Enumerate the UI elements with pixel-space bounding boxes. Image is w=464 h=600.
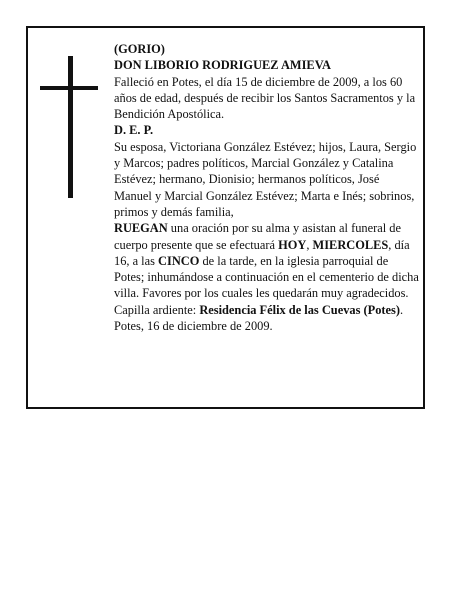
- period-text: .: [399, 302, 404, 317]
- comma-text: ,: [306, 237, 313, 252]
- details-text: de la tarde, en la iglesia parroquial de Potes; inhumándose a continuación en el cementerio de dicha villa. Favores por los cuales les quedarán muy agradecidos. Capilla ardiente:: [114, 253, 419, 317]
- hoy-text: HOY: [278, 237, 307, 252]
- obituary-notice: [26, 26, 425, 409]
- cross-horizontal-bar: [40, 86, 98, 90]
- cinco-text: CINCO: [158, 253, 200, 268]
- day-text: , día 16, a las: [114, 237, 410, 268]
- obituary-text: [114, 41, 419, 334]
- date-place: Potes, 16 de diciembre de 2009.: [114, 319, 273, 334]
- nickname: (GORIO): [114, 42, 165, 56]
- family-list: Su esposa, Victoriana González Estévez; hijos, Laura, Sergio y Marcos; padres políticos, Marcial González y Catalina Estévez; hermano, Dionisio; hermanos políticos, José Manuel y Marcial González Estévez; Marta e Inés; sobrinos, primos y demás familia,: [114, 139, 417, 219]
- deceased-name: DON LIBORIO RODRIGUEZ AMIEVA: [114, 58, 331, 73]
- death-statement: Falleció en Potes, el día 15 de diciembre de 2009, a los 60 años de edad, después de recibir los Santos Sacramentos y la Bendición Apostólica.: [114, 74, 416, 122]
- request-text: una oración por su alma y asistan al funeral de cuerpo presente que se efectuará: [114, 221, 401, 252]
- residence-text: Residencia Félix de las Cuevas (Potes): [199, 302, 400, 317]
- cross-vertical-bar: [68, 56, 73, 198]
- funeral-request: [114, 220, 419, 318]
- ruegan-text: RUEGAN: [114, 221, 168, 236]
- miercoles-text: MIERCOLES: [312, 237, 389, 252]
- rip-line: D. E. P.: [114, 123, 154, 138]
